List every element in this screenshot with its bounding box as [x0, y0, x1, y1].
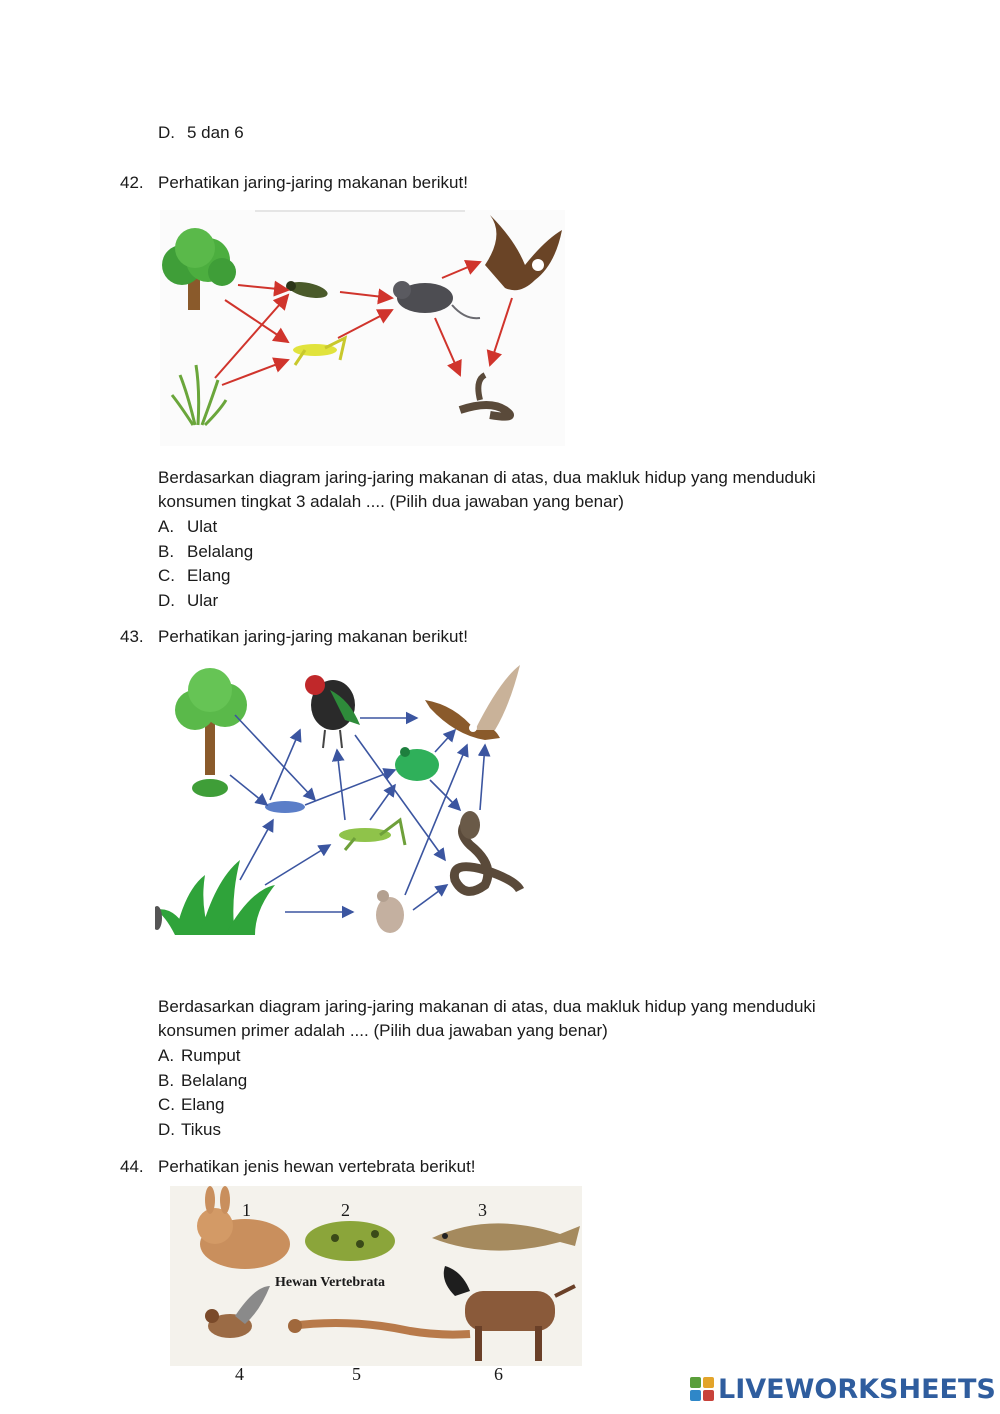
liveworksheets-logo[interactable]	[690, 1372, 996, 1406]
q43-option-c-letter: C.	[158, 1095, 175, 1114]
figure-title: Hewan Vertebrata	[275, 1275, 386, 1290]
q43-option-b-letter: B.	[158, 1071, 175, 1090]
figure-number-1: 1	[242, 1200, 251, 1220]
question-43-body-line1: Berdasarkan diagram jaring-jaring makanan di atas, dua makluk hidup yang menduduki	[158, 997, 816, 1016]
question-44-number: 44.	[120, 1157, 144, 1176]
q43-option-d[interactable]: Tikus	[181, 1120, 221, 1139]
frog-icon	[395, 747, 439, 781]
grasshopper-icon	[339, 820, 405, 850]
figure-number-5: 5	[352, 1364, 361, 1384]
question-42-prompt: Perhatikan jaring-jaring makanan berikut!	[158, 173, 468, 192]
figure-number-4: 4	[235, 1364, 244, 1384]
mouse-icon	[376, 890, 404, 933]
question-43-body-line2: konsumen primer adalah .... (Pilih dua jawaban yang benar)	[158, 1021, 608, 1040]
q43-option-a-letter: A.	[158, 1046, 175, 1065]
brand-name: LIVEWORKSHEETS	[718, 1373, 996, 1405]
q42-option-c-letter: C.	[158, 566, 175, 585]
prev-option-text: 5 dan 6	[187, 123, 244, 142]
q43-option-b[interactable]: Belalang	[181, 1071, 248, 1090]
prev-option-letter: D.	[158, 123, 175, 142]
question-42-body-line1: Berdasarkan diagram jaring-jaring makanan di atas, dua makluk hidup yang menduduki	[158, 468, 816, 487]
q42-option-d-letter: D.	[158, 591, 175, 610]
question-42-body-line2: konsumen tingkat 3 adalah .... (Pilih dua jawaban yang benar)	[158, 492, 624, 511]
question-43-prompt: Perhatikan jaring-jaring makanan berikut!	[158, 627, 468, 646]
q42-option-b[interactable]: Belalang	[187, 542, 254, 561]
figure-number-6: 6	[494, 1364, 503, 1384]
q42-option-a-letter: A.	[158, 517, 175, 536]
rooster-icon	[305, 675, 360, 748]
q42-option-a[interactable]: Ulat	[187, 517, 218, 536]
food-web-figure-43	[155, 660, 535, 945]
question-43-number: 43.	[120, 627, 144, 646]
figure-number-3: 3	[478, 1200, 487, 1220]
snake-icon	[454, 811, 520, 891]
question-44-prompt: Perhatikan jenis hewan vertebrata berikut!	[158, 1157, 476, 1176]
caterpillar-icon	[265, 801, 305, 813]
question-42-number: 42.	[120, 173, 144, 192]
tree-icon	[175, 668, 247, 797]
q42-option-c[interactable]: Elang	[187, 566, 231, 585]
q42-option-d[interactable]: Ular	[187, 591, 219, 610]
q43-option-d-letter: D.	[158, 1120, 175, 1139]
vertebrate-figure-44	[170, 1186, 582, 1386]
food-web-figure-42	[160, 210, 565, 446]
frog-icon	[305, 1221, 395, 1261]
grass-icon	[155, 860, 275, 935]
logo-grid-icon	[690, 1377, 714, 1401]
q43-option-c[interactable]: Elang	[181, 1095, 225, 1114]
figure-number-2: 2	[341, 1200, 350, 1220]
q42-option-b-letter: B.	[158, 542, 175, 561]
q43-option-a[interactable]: Rumput	[181, 1046, 241, 1065]
eagle-icon	[425, 665, 520, 740]
